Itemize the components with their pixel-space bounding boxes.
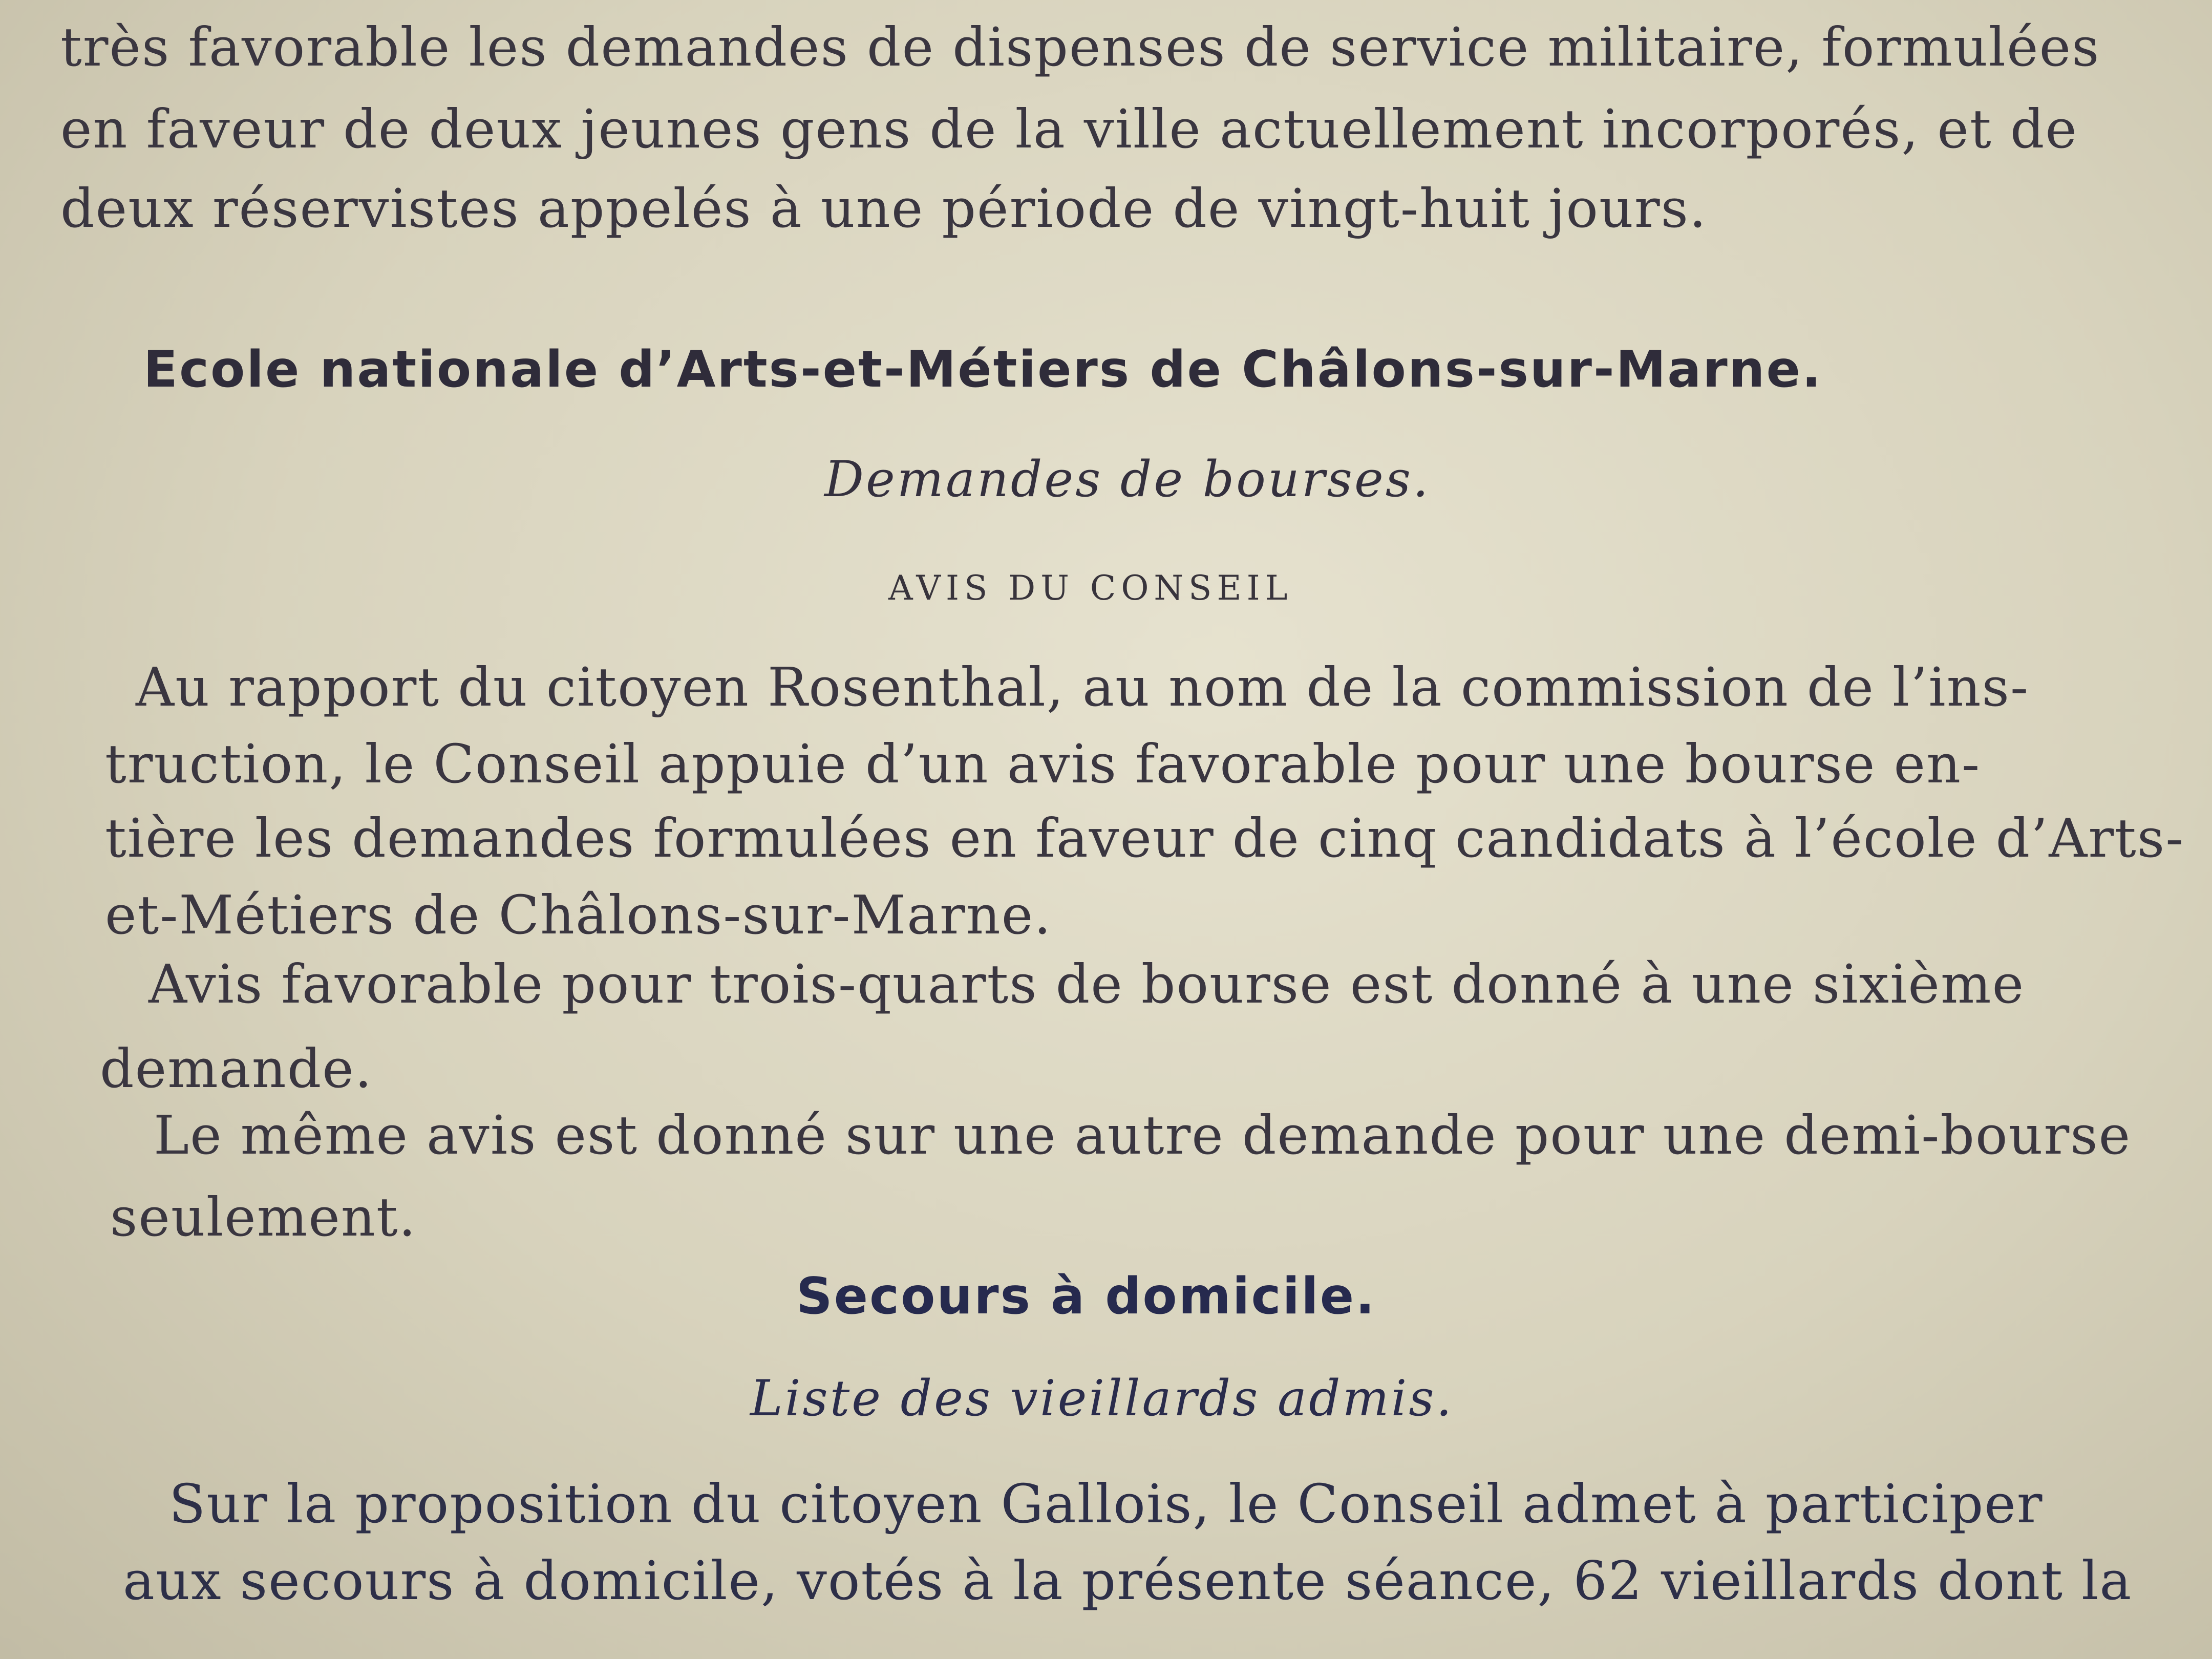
paragraph-3-line-1: Le même avis est donné sur une autre demande pour une demi-bourse [154, 1104, 2132, 1166]
paragraph-4-line-2: aux secours à domicile, votés à la présente séance, 62 vieillards dont la [123, 1549, 2133, 1612]
paragraph-2-line-2: demande. [100, 1037, 373, 1100]
paragraph-1-line-3: tière les demandes formulées en faveur de cinq candidats à l’école d’Arts- [105, 807, 2185, 869]
paragraph-1-line-2: truction, le Conseil appuie d’un avis favorable pour une bourse en- [105, 733, 1981, 795]
top-text-line-2: en faveur de deux jeunes gens de la ville actuellement incorporés, et de [60, 98, 2078, 160]
paragraph-1-line-1: Au rapport du citoyen Rosenthal, au nom de la commission de l’ins- [136, 656, 2030, 718]
paragraph-1-line-4: et-Métiers de Châlons-sur-Marne. [105, 884, 1052, 946]
section-subtitle-liste-des-vieillards: Liste des vieillards admis. [750, 1370, 1454, 1427]
section-subtitle-demandes-de-bourses: Demandes de bourses. [824, 451, 1431, 508]
section-title-secours-a-domicile: Secours à domicile. [796, 1267, 1376, 1326]
paragraph-2-line-1: Avis favorable pour trois-quarts de bourse est donné à une sixième [148, 953, 2025, 1015]
paragraph-4-line-1: Sur la proposition du citoyen Gallois, le Conseil admet à participer [169, 1473, 2044, 1535]
top-text-line-1: très favorable les demandes de dispenses de service militaire, formulées [60, 16, 2100, 78]
top-text-line-3: deux réservistes appelés à une période de vingt-huit jours. [60, 177, 1708, 240]
paragraph-3-line-2: seulement. [110, 1186, 417, 1248]
caption-avis-du-conseil: AVIS DU CONSEIL [888, 568, 1293, 608]
section-title-arts-et-metiers: Ecole nationale d’Arts-et-Métiers de Châlons-sur-Marne. [143, 341, 1823, 399]
